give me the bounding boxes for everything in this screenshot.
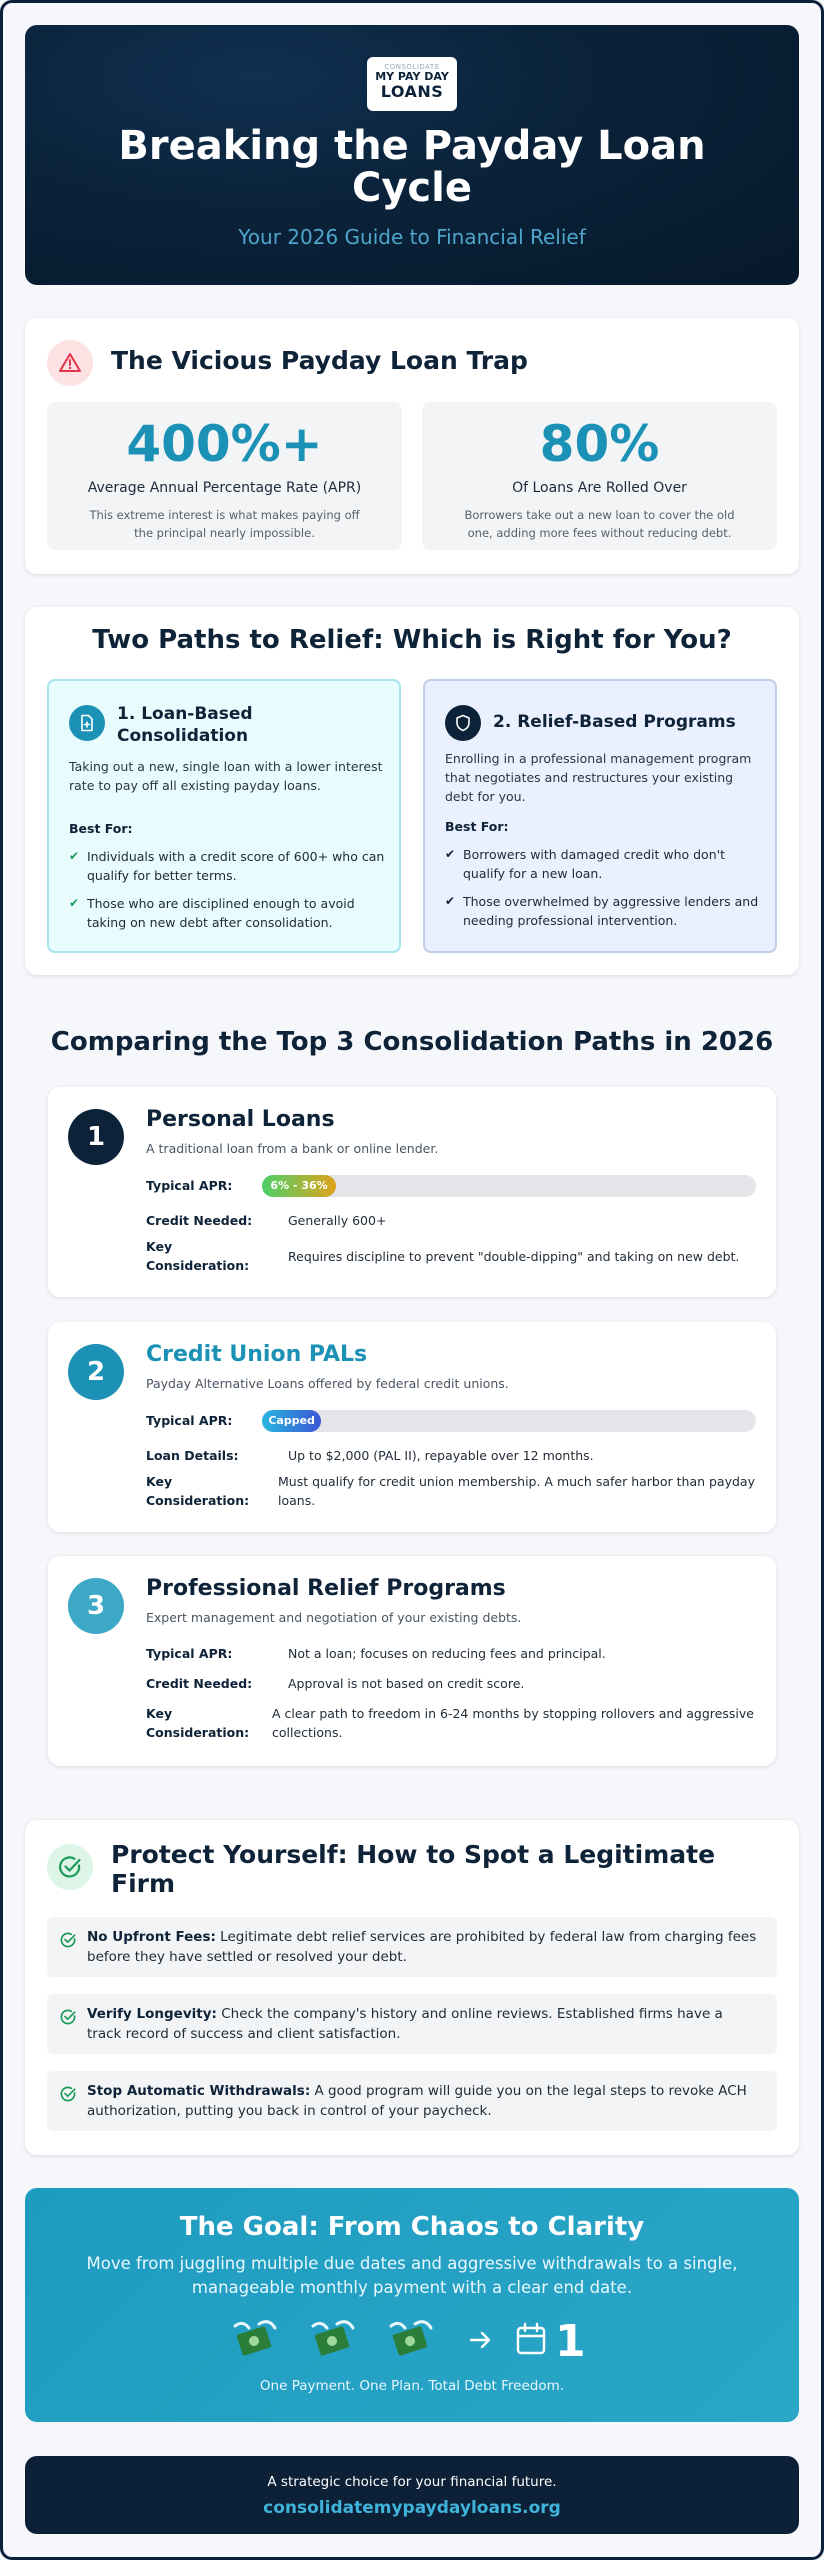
apr-range-bar (262, 1410, 756, 1449)
apr-label: Typical APR: (146, 1646, 233, 1661)
credit-needed-value: Generally 600+ (288, 1213, 387, 1228)
tip-body: Legitimate debt relief services are prohibited by federal law from charging fees before they have settled or resolved your debt. (87, 1929, 757, 1965)
credit-needed-value: Approval is not based on credit score. (288, 1676, 525, 1691)
site-logo[interactable] (367, 57, 457, 111)
compare-title: Comparing the Top 3 Consolidation Paths in 2026 (50, 1027, 774, 1057)
option-card-personal-loans (48, 1087, 776, 1297)
apr-value: Not a loan; focuses on reducing fees and principal. (288, 1646, 606, 1661)
key-consideration-label: Key Consideration: (146, 1706, 250, 1740)
apr-row (146, 1409, 756, 1449)
goal-one-number: 1 (555, 2316, 586, 2367)
stat-card-apr (47, 402, 402, 550)
tip-text (87, 2004, 757, 2044)
tip-stop-withdrawals (47, 2071, 777, 2131)
footer-website-link[interactable]: consolidatemypaydayloans.org (263, 2498, 561, 2518)
flying-money-icon (391, 2322, 431, 2356)
page-subtitle: Your 2026 Guide to Financial Relief (238, 225, 586, 249)
path-description: Taking out a new, single loan with a lower interest rate to pay off all existing payday loans. (69, 759, 383, 793)
option-number: 3 (68, 1578, 124, 1634)
apr-label: Typical APR: (146, 1413, 233, 1428)
key-consideration-row (146, 1472, 756, 1512)
goal-banner (25, 2188, 799, 2422)
page-footer (25, 2456, 799, 2534)
warning-triangle-icon (47, 340, 93, 386)
list-item-text: Borrowers with damaged credit who don't qualify for a new loan. (463, 847, 725, 881)
document-plus-icon (69, 705, 105, 741)
tip-body: A good program will guide you on the legal steps to revoke ACH authorization, putting you back in control of your paycheck. (87, 2083, 747, 2119)
option-subtitle: Expert management and negotiation of your existing debts. (146, 1610, 522, 1625)
key-consideration-value: Requires discipline to prevent "double-dipping" and taking on new debt. (288, 1249, 740, 1264)
path-title: 2. Relief-Based Programs (493, 712, 736, 732)
option-number: 2 (68, 1344, 124, 1400)
check-circle-icon (59, 1931, 77, 1949)
list-item (445, 845, 763, 883)
tip-text (87, 1927, 757, 1967)
trap-title: The Vicious Payday Loan Trap (111, 346, 528, 375)
key-consideration-label: Key Consideration: (146, 1239, 250, 1273)
arrow-right-icon (471, 2333, 489, 2347)
path-title: 1. Loan-Based Consolidation (117, 704, 253, 746)
stat-label: Average Annual Percentage Rate (APR) (87, 480, 362, 496)
stat-description: This extreme interest is what makes paying off the principal nearly impossible. (89, 508, 360, 540)
option-title: Credit Union PALs (146, 1342, 368, 1367)
path-card-relief-based (423, 679, 777, 953)
key-consideration-row (146, 1704, 756, 1744)
list-item-text: Individuals with a credit score of 600+ who can qualify for better terms. (87, 849, 385, 883)
payday-trap-section (25, 318, 799, 574)
goal-title: The Goal: From Chaos to Clarity (179, 2212, 645, 2242)
protect-yourself-section (25, 1820, 799, 2155)
page-title: Breaking the Payday Loan Cycle (118, 123, 706, 211)
goal-icons (225, 2312, 625, 2366)
option-card-relief-programs (48, 1556, 776, 1766)
flying-money-icon (313, 2322, 353, 2356)
tip-body: Check the company's history and online reviews. Established firms have a track record of success and client satisfaction. (87, 2006, 723, 2042)
calendar-icon (518, 2324, 544, 2353)
best-for-label: Best For: (69, 821, 133, 836)
tip-no-upfront-fees (47, 1917, 777, 1977)
key-consideration-label: Key Consideration: (146, 1474, 250, 1508)
logo-line-2: MY PAY DAY (375, 70, 449, 83)
protect-title: Protect Yourself: How to Spot a Legitimate Firm (111, 1840, 716, 1898)
stat-description: Borrowers take out a new loan to cover the old one, adding more fees without reducing debt. (464, 508, 735, 540)
option-subtitle: Payday Alternative Loans offered by federal credit unions. (146, 1376, 509, 1391)
loan-details-value: Up to $2,000 (PAL II), repayable over 12 months. (288, 1448, 594, 1463)
stat-card-rollover (422, 402, 777, 550)
option-subtitle: A traditional loan from a bank or online lender. (146, 1141, 439, 1156)
checkmark-icon: ✔ (69, 849, 80, 863)
check-circle-icon (47, 1844, 93, 1890)
loan-details-row (146, 1446, 756, 1466)
credit-needed-label: Credit Needed: (146, 1213, 253, 1228)
checkmark-icon: ✔ (69, 896, 80, 910)
check-circle-icon (59, 2085, 77, 2103)
tip-heading: No Upfront Fees: (87, 1929, 216, 1945)
hero-banner (25, 25, 799, 285)
credit-needed-row (146, 1211, 756, 1231)
apr-range-fill: 6% - 36% (262, 1175, 336, 1197)
apr-row (146, 1174, 756, 1198)
best-for-list (69, 847, 387, 941)
paths-title: Two Paths to Relief: Which is Right for You? (92, 625, 732, 655)
apr-row (146, 1644, 756, 1664)
option-title: Personal Loans (146, 1107, 335, 1132)
two-paths-section (25, 607, 799, 975)
best-for-label: Best For: (445, 819, 509, 834)
tip-text (87, 2081, 757, 2121)
tip-verify-longevity (47, 1994, 777, 2054)
option-title: Professional Relief Programs (146, 1576, 506, 1601)
path-card-loan-based (47, 679, 401, 953)
checkmark-icon: ✔ (445, 894, 456, 908)
list-item-text: Those overwhelmed by aggressive lenders and needing professional intervention. (463, 894, 759, 928)
option-number: 1 (68, 1109, 124, 1165)
apr-range-bar (262, 1175, 756, 1197)
list-item-text: Those who are disciplined enough to avoid taking on new debt after consolidation. (87, 896, 355, 930)
check-circle-icon (59, 2008, 77, 2026)
path-description: Enrolling in a professional management program that negotiates and restructures your existing debt for you. (445, 751, 752, 804)
best-for-list (445, 845, 763, 939)
goal-footer: One Payment. One Plan. Total Debt Freedom. (259, 2378, 565, 2394)
credit-needed-row (146, 1674, 756, 1694)
flying-money-icon (235, 2322, 275, 2356)
key-consideration-value: A clear path to freedom in 6-24 months by stopping rollovers and aggressive collections. (272, 1706, 754, 1740)
logo-line-3: LOANS (380, 82, 444, 101)
shield-icon (445, 705, 481, 741)
stat-value: 80% (539, 415, 660, 473)
logo-line-1: CONSOLIDATE (384, 63, 440, 71)
list-item (69, 847, 387, 885)
apr-range-fill: Capped at 28% (262, 1410, 321, 1432)
tip-heading: Verify Longevity: (87, 2006, 217, 2022)
footer-tagline: A strategic choice for your financial future. (267, 2474, 557, 2490)
stat-label: Of Loans Are Rolled Over (512, 480, 687, 496)
stat-value: 400%+ (126, 415, 323, 473)
list-item (445, 892, 763, 930)
list-item (69, 894, 387, 932)
checkmark-icon: ✔ (445, 847, 456, 861)
loan-details-label: Loan Details: (146, 1448, 239, 1463)
key-consideration-row (146, 1237, 756, 1277)
key-consideration-value: Must qualify for credit union membership. A much safer harbor than payday loans. (278, 1474, 755, 1508)
option-card-credit-union-pals (48, 1322, 776, 1532)
credit-needed-label: Credit Needed: (146, 1676, 253, 1691)
goal-body: Move from juggling multiple due dates and aggressive withdrawals to a single, manageable monthly payment with a clear end date. (86, 2254, 738, 2297)
tip-heading: Stop Automatic Withdrawals: (87, 2083, 311, 2099)
apr-label: Typical APR: (146, 1178, 233, 1193)
